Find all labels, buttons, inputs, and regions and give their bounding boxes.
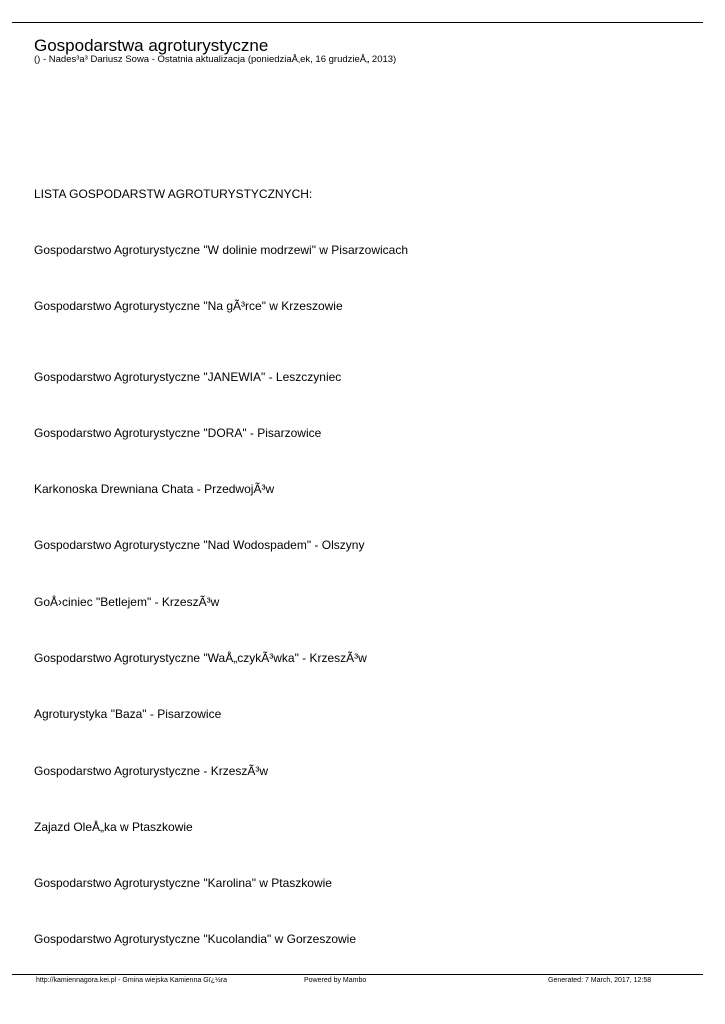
- page-subtitle: () - Nades³a³ Dariusz Sowa - Ostatnia aktualizacja (poniedziaÅ‚ek, 16 grudzieÅ„ 2013): [34, 54, 397, 65]
- footer-generated-date: Generated: 7 March, 2017, 12:58: [548, 977, 652, 984]
- list-item: Gospodarstwo Agroturystyczne "Nad Wodospadem" - Olszyny: [34, 538, 365, 552]
- list-item: Agroturystyka "Baza" - Pisarzowice: [34, 707, 222, 721]
- list-item: Gospodarstwo Agroturystyczne "DORA" - Pisarzowice: [34, 426, 322, 440]
- list-item: Zajazd OleÅ„ka w Ptaszkowie: [34, 820, 193, 834]
- list-item: Gospodarstwo Agroturystyczne "WaÅ„czykÃ³wka" - KrzeszÃ³w: [34, 651, 367, 665]
- footer-rule: [12, 974, 703, 975]
- list-item: GoÅ›ciniec "Betlejem" - KrzeszÃ³w: [34, 595, 220, 609]
- list-item: Gospodarstwo Agroturystyczne "Karolina" w Ptaszkowie: [34, 876, 332, 890]
- footer-powered-by: Powered by Mambo: [304, 977, 367, 984]
- list-item: Gospodarstwo Agroturystyczne "W dolinie modrzewi" w Pisarzowicach: [34, 243, 408, 257]
- page-title: Gospodarstwa agroturystyczne: [34, 36, 269, 55]
- list-item: Karkonoska Drewniana Chata - PrzedwojÃ³w: [34, 482, 275, 496]
- list-item: Gospodarstwo Agroturystyczne "Kucolandia" w Gorzeszowie: [34, 932, 357, 946]
- list-item: Gospodarstwo Agroturystyczne "JANEWIA" - Leszczyniec: [34, 370, 342, 384]
- footer-url: http://kamiennagora.kei.pl - Gmina wiejska Kamienna Gï¿½ra: [36, 977, 228, 984]
- list-item: Gospodarstwo Agroturystyczne "Na gÃ³rce" w Krzeszowie: [34, 299, 343, 313]
- list-item: Gospodarstwo Agroturystyczne - KrzeszÃ³w: [34, 764, 269, 778]
- header-rule: [12, 22, 703, 23]
- list-heading: LISTA GOSPODARSTW AGROTURYSTYCZNYCH:: [34, 187, 313, 201]
